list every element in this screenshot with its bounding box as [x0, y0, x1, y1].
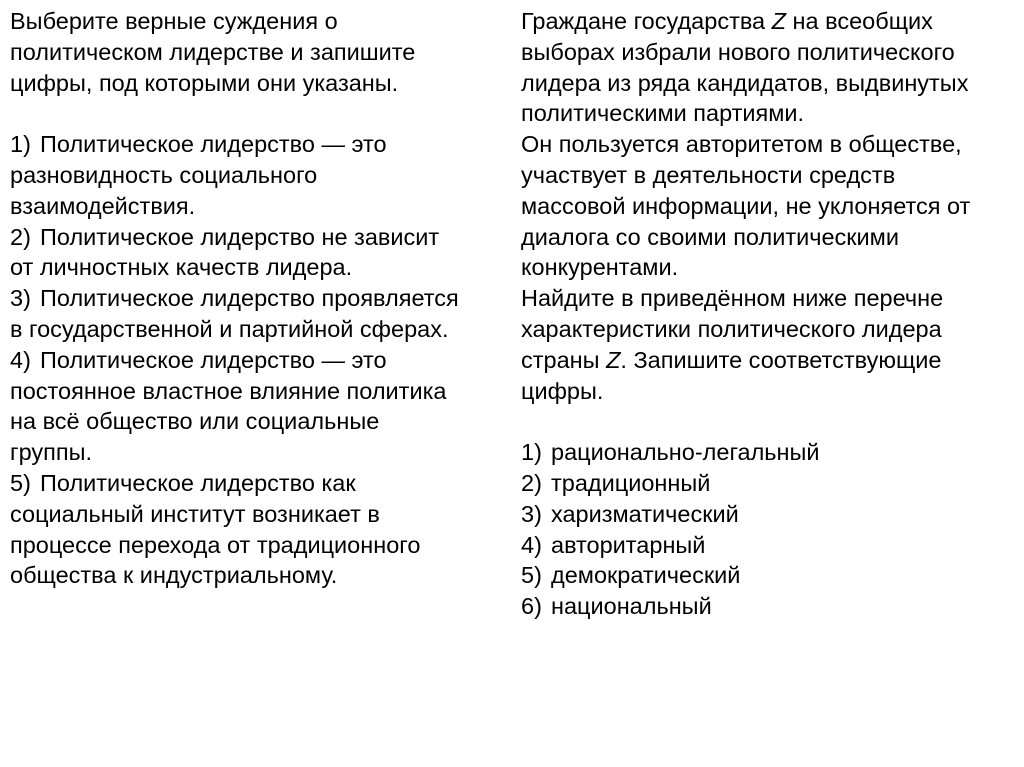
scenario-text: политическими партиями. [521, 100, 805, 127]
option-item [521, 468, 1016, 499]
spacer [521, 406, 1016, 437]
question-text: характеристики политического лидера [521, 315, 942, 342]
statement-text: в государственной и партийной сферах. [10, 315, 449, 342]
state-variable: Z [606, 346, 621, 373]
statement-1 [10, 129, 500, 221]
instruction-line: Выберите верные суждения о [10, 8, 338, 34]
statement-text: постоянное властное влияние политика [10, 377, 447, 404]
statement-text: взаимодействия. [10, 192, 196, 219]
option-item [521, 591, 1016, 622]
statement-text: общества к индустриальному. [10, 562, 338, 589]
statement-number: 4) [10, 346, 31, 373]
scenario-text: выборах избрали нового политического [521, 38, 955, 65]
statement-3 [10, 283, 500, 345]
task-instruction [10, 6, 500, 98]
instruction-line: цифры, под которыми они указаны. [10, 69, 399, 96]
statement-4 [10, 345, 500, 468]
option-number: 5) [521, 562, 542, 589]
statement-text: группы. [10, 439, 92, 466]
scenario-text: конкурентами. [521, 254, 679, 281]
scenario-text: участвует в деятельности средств [521, 161, 896, 188]
option-item [521, 499, 1016, 530]
scenario-text: Граждане государства [521, 8, 772, 34]
option-number: 3) [521, 500, 542, 527]
options-list [521, 437, 1016, 622]
statement-text: Политическое лидерство — это [40, 346, 387, 373]
scenario-text: лидера из ряда кандидатов, выдвинутых [521, 69, 969, 96]
statement-text: Политическое лидерство — это [40, 131, 387, 158]
option-label: демократический [551, 562, 741, 589]
spacer [10, 98, 500, 129]
statement-number: 3) [10, 285, 31, 312]
option-number: 2) [521, 469, 542, 496]
option-item [521, 530, 1016, 561]
scenario-text: Он пользуется авторитетом в обществе, [521, 131, 962, 158]
statement-text: на всё общество или социальные [10, 408, 380, 435]
option-number: 4) [521, 531, 542, 558]
left-column [10, 6, 500, 591]
statement-2 [10, 222, 500, 284]
state-variable: Z [771, 8, 787, 34]
statement-number: 2) [10, 223, 31, 250]
question-text: Найдите в приведённом ниже перечне [521, 285, 944, 312]
instruction-line: политическом лидерстве и запишите [10, 38, 416, 65]
statement-text: процессе перехода от традиционного [10, 531, 421, 558]
option-number: 1) [521, 439, 542, 466]
option-label: традиционный [551, 469, 711, 496]
option-item [521, 437, 1016, 468]
option-label: авторитарный [551, 531, 706, 558]
scenario-text: диалога со своими политическими [521, 223, 899, 250]
statement-number: 5) [10, 469, 31, 496]
statement-text: разновидность социального [10, 161, 318, 188]
statement-number: 1) [10, 131, 31, 158]
scenario-paragraph-2 [521, 129, 1016, 283]
option-label: харизматический [551, 500, 739, 527]
statement-text: Политическое лидерство не зависит [40, 223, 440, 250]
statement-text: Политическое лидерство как [40, 469, 356, 496]
statement-5 [10, 468, 500, 591]
scenario-text: массовой информации, не уклоняется от [521, 192, 971, 219]
option-label: национальный [551, 593, 712, 620]
question-text: страны [521, 346, 607, 373]
statement-text: социальный институт возникает в [10, 500, 380, 527]
option-label: рационально-легальный [551, 439, 820, 466]
option-item [521, 560, 1016, 591]
statement-text: Политическое лидерство проявляется [40, 285, 459, 312]
task-question [521, 283, 1016, 406]
option-number: 6) [521, 593, 542, 620]
right-column [521, 6, 1016, 622]
scenario-text: на всеобщих [786, 8, 933, 34]
question-text: цифры. [521, 377, 604, 404]
scenario-paragraph-1 [521, 6, 1016, 129]
statement-text: от личностных качеств лидера. [10, 254, 353, 281]
question-text: . Запишите соответствующие [620, 346, 942, 373]
